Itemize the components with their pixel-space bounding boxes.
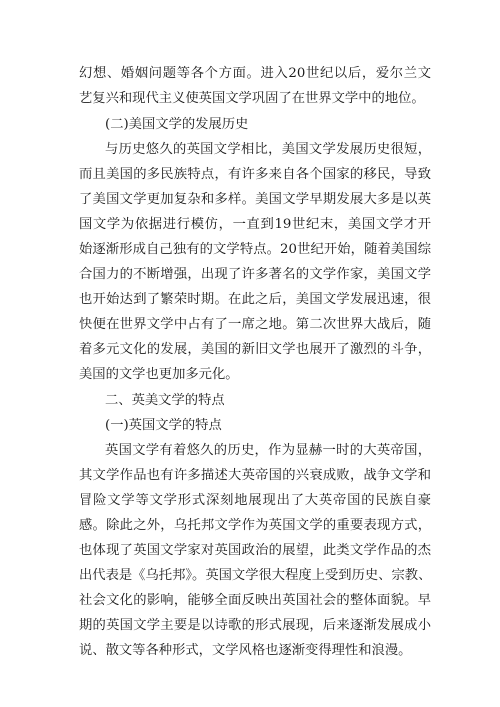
paragraph-line: 冒险文学等文学形式深刻地展现出了大英帝国的民族自豪 — [79, 493, 431, 508]
paragraph-line: 了美国文学更加复杂和多样。美国文学早期发展大多是以英 — [79, 192, 431, 207]
paragraph-line: 而且美国的多民族特点，有许多来自各个国家的移民，导致 — [79, 167, 431, 182]
paragraph-line: 快便在世界文学中占有了一席之地。第二次世界大战后，随 — [79, 317, 431, 332]
paragraph-line: 着多元文化的发展，美国的新旧文学也展开了激烈的斗争， — [79, 342, 431, 357]
paragraph-line: 国文学为依据进行模仿，一直到19世纪末，美国文学才开 — [79, 217, 431, 232]
paragraph-line: 其文学作品也有许多描述大英帝国的兴衰成败，战争文学和 — [79, 468, 431, 483]
paragraph-line: 也体现了英国文学家对英国政治的展望，此类文学作品的杰 — [79, 543, 431, 558]
section-heading: (二)美国文学的发展历史 — [105, 117, 249, 132]
paragraph-line: 幻想、婚姻问题等各个方面。进入20世纪以后，爱尔兰文 — [79, 66, 431, 81]
paragraph-line: 期的英国文学主要是以诗歌的形式展现，后来逐渐发展成小 — [79, 618, 431, 633]
paragraph-line: 社会文化的影响，能够全面反映出英国社会的整体面貌。早 — [79, 593, 431, 608]
subsection-heading: (一)英国文学的特点 — [105, 418, 222, 433]
paragraph-line: 英国文学有着悠久的历史，作为显赫一时的大英帝国， — [105, 443, 431, 458]
paragraph-line: 感。除此之外，乌托邦文学作为英国文学的重要表现方式， — [79, 518, 431, 533]
paragraph-line: 与历史悠久的英国文学相比，美国文学发展历史很短， — [105, 142, 431, 157]
paragraph-line: 美国的文学也更加多元化。 — [79, 367, 239, 382]
paragraph-line: 出代表是《乌托邦》。英国文学很大程度上受到历史、宗教、 — [79, 568, 432, 583]
paragraph-line: 艺复兴和现代主义使英国文学巩固了在世界文学中的地位。 — [79, 91, 425, 106]
paragraph-line: 说、散文等各种形式，文学风格也逐渐变得理性和浪漫。 — [79, 643, 412, 658]
section-heading: 二、英美文学的特点 — [105, 393, 225, 408]
paragraph-line: 也开始达到了繁荣时期。在此之后，美国文学发展迅速，很 — [79, 292, 431, 307]
paragraph-line: 始逐渐形成自己独有的文学特点。20世纪开始，随着美国综 — [79, 242, 431, 257]
paragraph-line: 合国力的不断增强，出现了许多著名的文学作家，美国文学 — [79, 267, 431, 282]
